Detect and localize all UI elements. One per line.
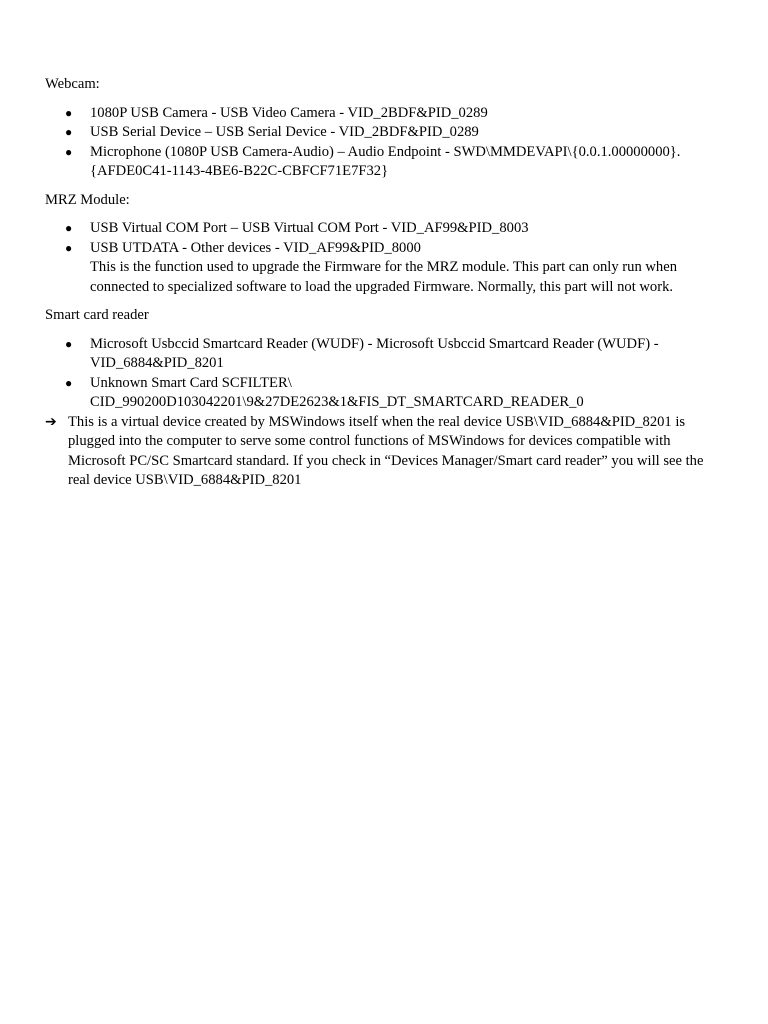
right-arrow-icon: ➔ bbox=[45, 413, 57, 430]
list-item-text: Microphone (1080P USB Camera-Audio) – Audio Endpoint - SWD\MMDEVAPI\{0.0.1.00000000}.{AFDE0C41-1143-4BE6-B22C-CBFCF71E7F32} bbox=[90, 143, 681, 179]
list-item bbox=[45, 104, 715, 124]
bullet-dot-icon: ● bbox=[65, 336, 73, 351]
list-item bbox=[45, 123, 715, 143]
smart-card-device-list bbox=[45, 335, 715, 413]
section-heading-webcam: Webcam: bbox=[45, 76, 100, 92]
document-page bbox=[45, 75, 715, 491]
list-item bbox=[45, 335, 715, 374]
list-item bbox=[45, 143, 715, 182]
virtual-device-note-text: This is a virtual device created by MSWindows itself when the real device USB\VID_6884&PID_8201 is plugged into the computer to serve some control functions of MSWindows for devices compatible with Microsoft PC/SC Smartcard standard. If you check in “Devices Manager/Smart card reader” you will see the real device USB\VID_6884&PID_8201 bbox=[68, 413, 704, 488]
bullet-dot-icon: ● bbox=[65, 105, 73, 120]
bullet-dot-icon: ● bbox=[65, 221, 73, 235]
list-item-text: USB Virtual COM Port – USB Virtual COM Port - VID_AF99&PID_8003 bbox=[90, 220, 529, 236]
virtual-device-note bbox=[45, 413, 715, 491]
webcam-device-list bbox=[45, 104, 715, 182]
mrz-firmware-note: This is the function used to upgrade the Firmware for the MRZ module. This part can only run when connected to specialized software to load the upgraded Firmware. Normally, this part will not work. bbox=[90, 259, 678, 295]
list-item bbox=[45, 219, 715, 239]
list-item-text: Unknown Smart Card SCFILTER\ CID_990200D103042201\9&27DE2623&1&FIS_DT_SMARTCARD_READER_0 bbox=[90, 374, 584, 410]
list-item bbox=[45, 374, 715, 413]
list-item-text: USB UTDATA - Other devices - VID_AF99&PID_8000 bbox=[90, 239, 421, 256]
list-item-text: 1080P USB Camera - USB Video Camera - VID_2BDF&PID_0289 bbox=[90, 104, 488, 121]
section-heading-mrz-module: MRZ Module: bbox=[45, 191, 130, 208]
bullet-dot-icon: ● bbox=[65, 240, 73, 255]
section-heading-smart-card-reader: Smart card reader bbox=[45, 307, 149, 323]
bullet-dot-icon: ● bbox=[65, 144, 73, 159]
list-item-text: USB Serial Device – USB Serial Device - VID_2BDF&PID_0289 bbox=[90, 124, 479, 140]
bullet-dot-icon: ● bbox=[65, 375, 73, 390]
list-item bbox=[45, 239, 715, 298]
bullet-dot-icon: ● bbox=[65, 125, 73, 139]
mrz-device-list bbox=[45, 219, 715, 297]
list-item-text: Microsoft Usbccid Smartcard Reader (WUDF) - Microsoft Usbccid Smartcard Reader (WUDF) - VID_6884&PID_8201 bbox=[90, 335, 659, 371]
